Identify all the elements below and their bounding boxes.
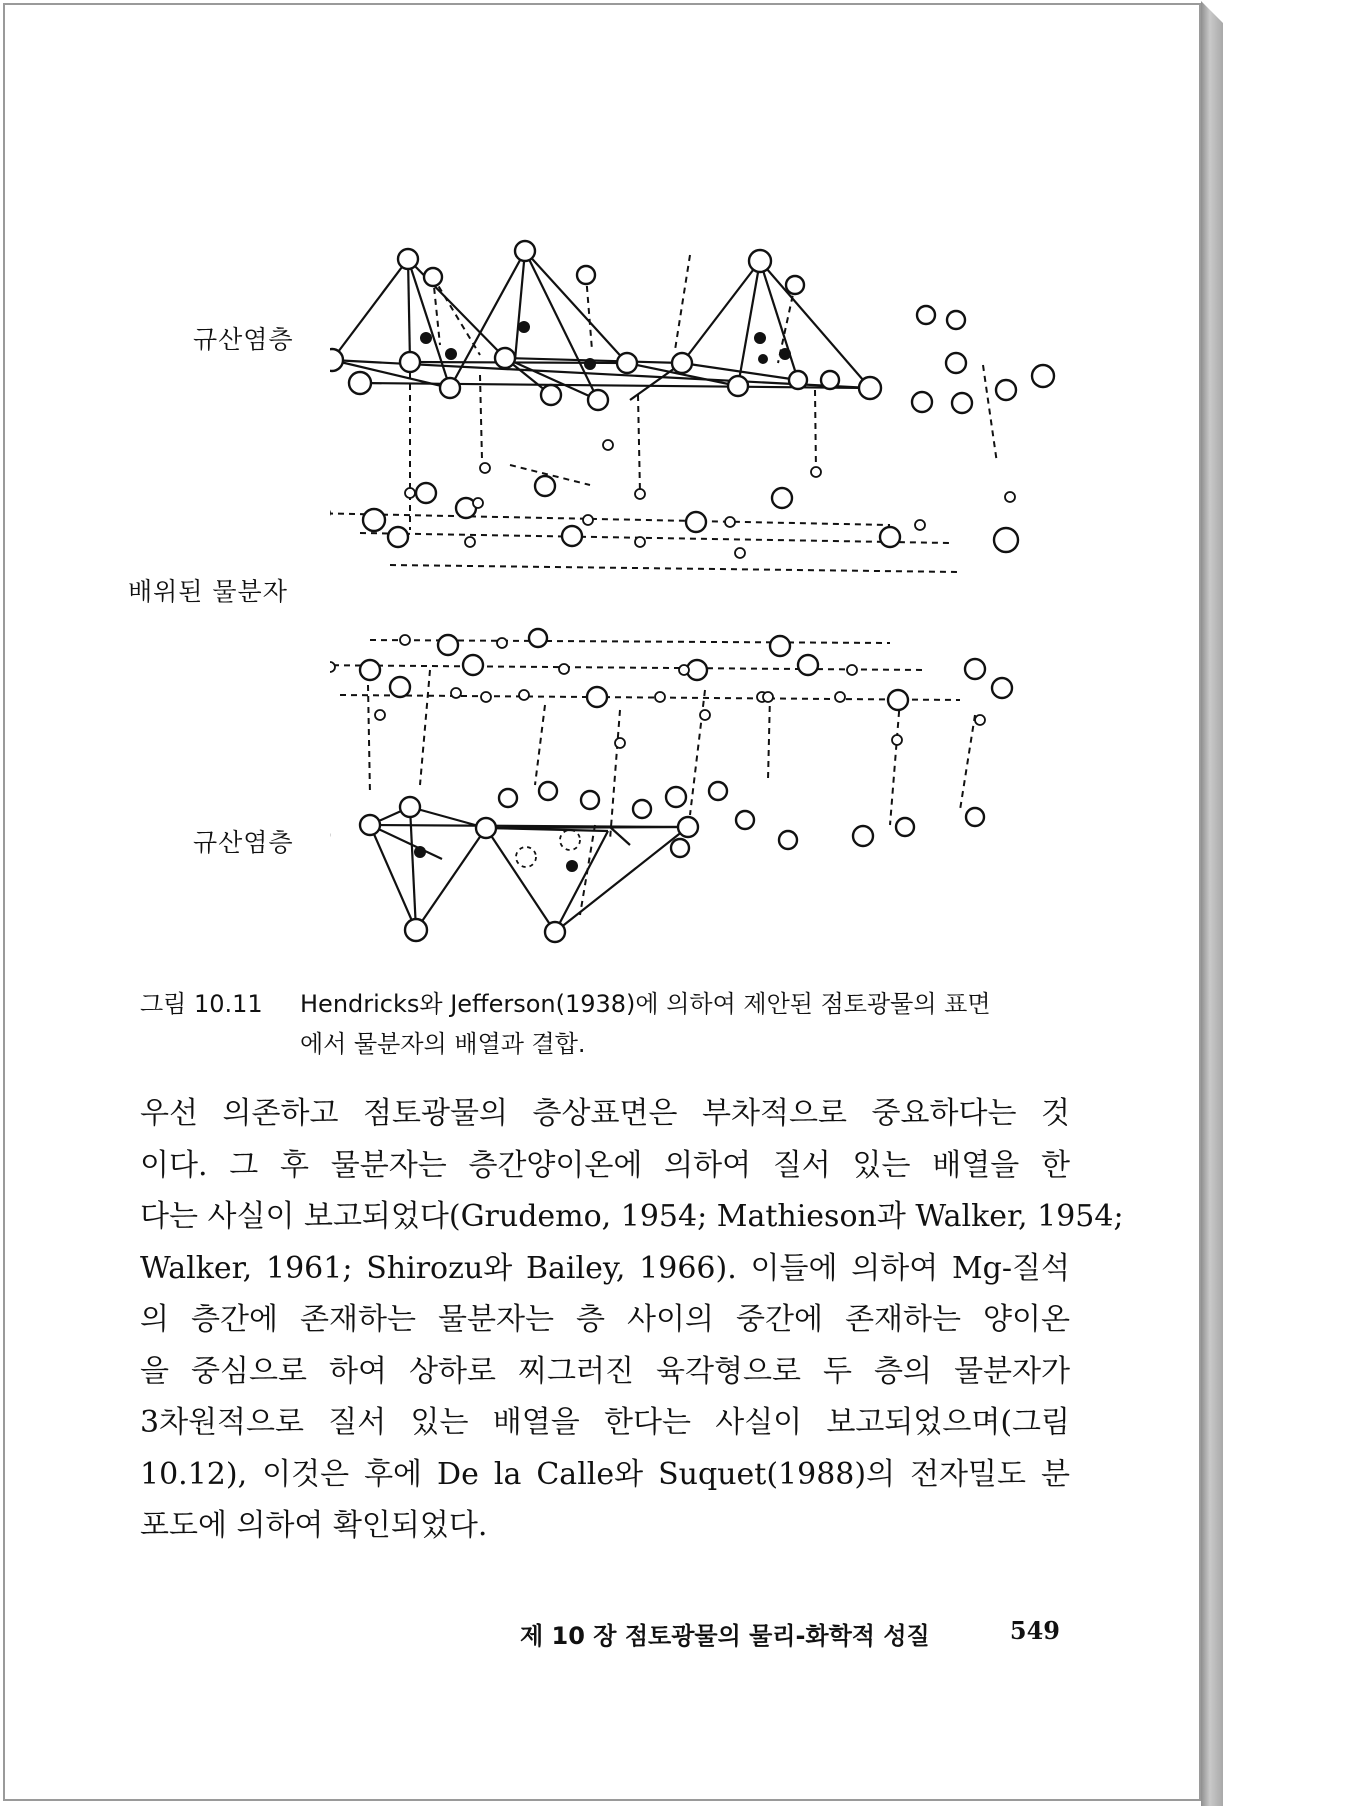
- water-structure-diagram: [330, 235, 1060, 970]
- book-spine-edge: [1201, 0, 1223, 1806]
- body-line: 우선 의존하고 점토광물의 층상표면은 부차적으로 중요하다는 것: [140, 1096, 1070, 1131]
- page-number: 549: [1009, 1616, 1060, 1645]
- body-line: 3차원적으로 질서 있는 배열을 한다는 사실이 보고되었으며(그림: [140, 1405, 1070, 1440]
- chapter-title: 제 10 장 점토광물의 물리-화학적 성질: [520, 1622, 930, 1650]
- body-line: 의 층간에 존재하는 물분자는 층 사이의 중간에 존재하는 양이온: [140, 1302, 1070, 1337]
- caption-line-1: Hendricks와 Jefferson(1938)에 의하여 제안된 점토광물의 표면: [300, 990, 991, 1018]
- label-silicate-layer-bottom: 규산염층: [193, 828, 294, 857]
- diagram-bottom-silicate-layer: [370, 807, 688, 932]
- diagram-oxygen-atoms: [330, 241, 1054, 942]
- figure-label: 그림 10.11: [140, 990, 263, 1018]
- caption-line-2: 에서 물분자의 배열과 결합.: [300, 1030, 586, 1058]
- background-margin: [1223, 0, 1357, 1806]
- label-coordinated-water: 배위된 물분자: [128, 577, 288, 606]
- body-line: Walker, 1961; Shirozu와 Bailey, 1966). 이들에 의하여 Mg-질석: [140, 1250, 1070, 1286]
- body-line: 다는 사실이 보고되었다(Grudemo, 1954; Mathieson과 Walker, 1954;: [140, 1199, 1124, 1234]
- diagram-dashed-bonds: [330, 255, 997, 915]
- body-paragraph: [140, 1088, 1124, 1552]
- page-corner: [1200, 0, 1224, 24]
- body-line: 10.12), 이것은 후에 De la Calle와 Suquet(1988)의 전자밀도 분: [140, 1456, 1070, 1492]
- body-line: 을 중심으로 하여 상하로 찌그러진 육각형으로 두 층의 물분자가: [140, 1353, 1070, 1389]
- body-line: 포도에 의하여 확인되었다.: [140, 1508, 488, 1543]
- label-silicate-layer-top: 규산염층: [193, 325, 294, 354]
- body-line: 이다. 그 후 물분자는 층간양이온에 의하여 질서 있는 배열을 한: [140, 1147, 1070, 1183]
- running-footer: [520, 1616, 1060, 1651]
